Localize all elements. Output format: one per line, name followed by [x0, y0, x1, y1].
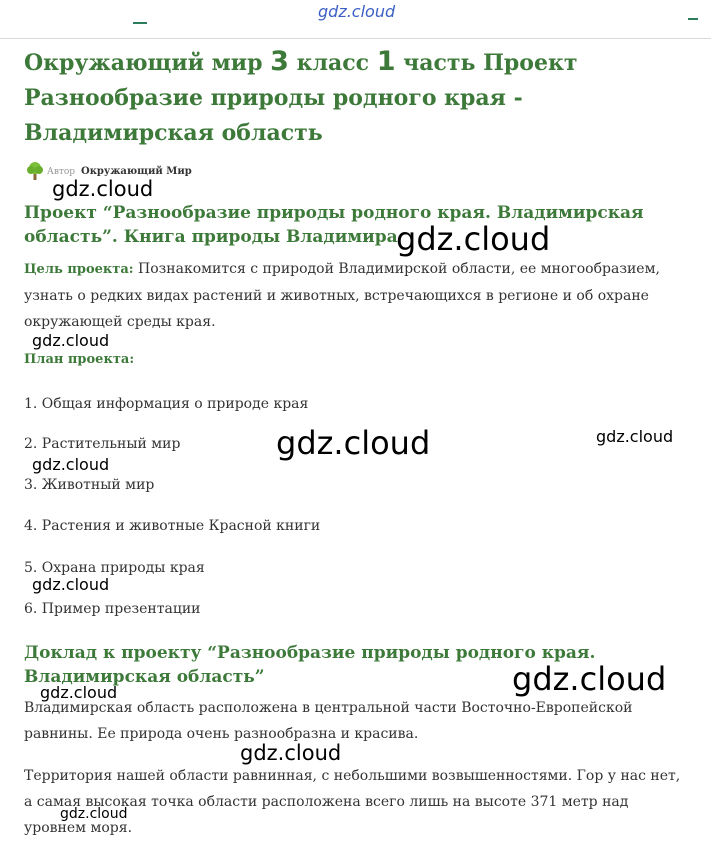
- watermark: gdz.cloud: [32, 331, 110, 350]
- plan-item: 1. Общая информация о природе края: [24, 396, 309, 412]
- plan-label: План проекта:: [24, 352, 135, 367]
- watermark: gdz.cloud: [40, 683, 118, 702]
- goal-text: Познакомится с природой Владимирской области, ее многообразием, узнать о редких видах растений и животных, встречающихся в регионе и об охране окружающей среды края.: [24, 261, 660, 330]
- plan-item: 4. Растения и животные Красной книги: [24, 518, 321, 534]
- plan-item: 3. Животный мир: [24, 477, 155, 493]
- watermark: gdz.cloud: [60, 806, 128, 822]
- author-name[interactable]: Окружающий Мир: [81, 166, 192, 177]
- watermark: gdz.cloud: [276, 424, 431, 462]
- goal-label: Цель проекта:: [24, 262, 134, 277]
- header-mark-left: [133, 22, 147, 24]
- report-paragraph-1: Владимирская область расположена в центральной части Восточно-Европейской равнины. Ее природа очень разнообразна и красива.: [24, 700, 633, 742]
- title-part-2: класс: [288, 50, 377, 76]
- project-goal-paragraph: [24, 256, 690, 335]
- site-logo[interactable]: gdz.cloud: [318, 2, 396, 21]
- plan-item: 6. Пример презентации: [24, 601, 201, 617]
- title-part-3: часть Проект Разнообразие природы родного края - Владимирская область: [24, 50, 578, 146]
- watermark: gdz.cloud: [596, 427, 674, 446]
- watermark: gdz.cloud: [240, 741, 342, 765]
- section-heading-project: Проект “Разнообразие природы родного края. Владимирская область”. Книга природы Владимира: [24, 203, 644, 247]
- watermark: gdz.cloud: [396, 220, 551, 258]
- plan-item: 2. Растительный мир: [24, 436, 181, 452]
- watermark: gdz.cloud: [52, 177, 154, 201]
- title-part-number: 1: [376, 46, 396, 77]
- tree-icon: [25, 161, 45, 181]
- watermark: gdz.cloud: [32, 575, 110, 594]
- site-header: [0, 0, 711, 39]
- title-grade-number: 3: [270, 46, 289, 77]
- page-title: [24, 44, 694, 151]
- title-part-1: Окружающий мир: [24, 50, 271, 76]
- plan-item: 5. Охрана природы края: [24, 560, 205, 576]
- report-paragraph-2: Территория нашей области равнинная, с небольшими возвышенностями. Гор у нас нет, а самая высокая точка области расположена всего лишь на высоте 371 метр над уровнем моря.: [24, 768, 681, 836]
- author-label: Автор: [47, 167, 76, 177]
- watermark: gdz.cloud: [32, 455, 110, 474]
- section-heading-report: Доклад к проекту “Разнообразие природы родного края. Владимирская область”: [24, 643, 596, 687]
- watermark: gdz.cloud: [512, 660, 667, 698]
- header-mark-right: [688, 18, 698, 20]
